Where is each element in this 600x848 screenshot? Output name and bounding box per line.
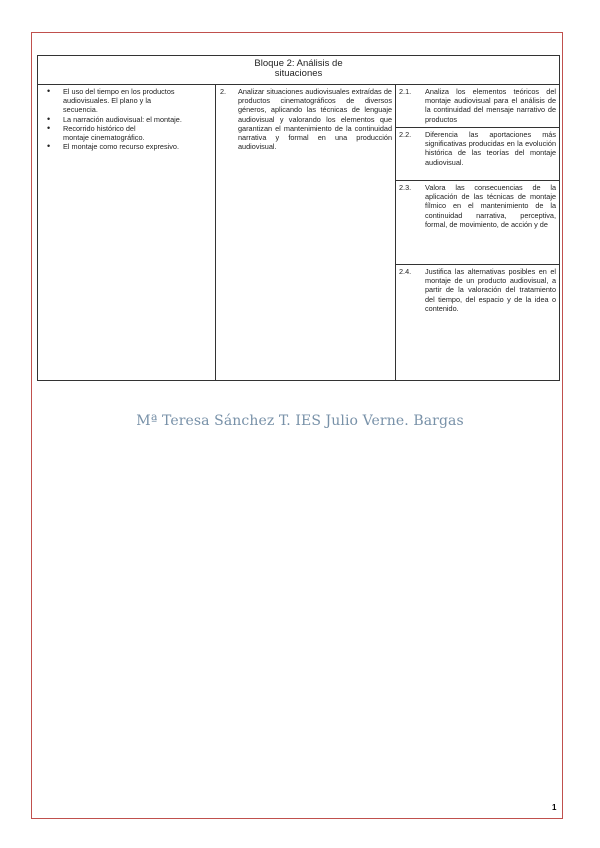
list-item: • El uso del tiempo en los productos audiovisuales. El plano y la secuencia. xyxy=(63,87,175,115)
block-title-line1: Bloque 2: Análisis de xyxy=(254,58,343,69)
standard-number: 2.3. xyxy=(399,183,412,192)
standard-number: 2.2. xyxy=(399,130,412,139)
criterion-text: Analizar situaciones audiovisuales extraídas de productos cinematográficos de diversos géneros, aplicando las técnicas de lenguaje audiovisual y valorando los elementos que garantizan el mantenimiento de la continuidad narrativa y formal en una producción audiovisual. xyxy=(238,87,392,152)
author-credit: Mª Teresa Sánchez T. IES Julio Verne. Bargas xyxy=(136,413,464,429)
table-header-row xyxy=(38,56,560,85)
block-title xyxy=(38,56,560,85)
curriculum-table xyxy=(37,55,560,381)
list-item: • La narración audiovisual: el montaje. xyxy=(63,115,212,124)
standard-text: Analiza los elementos teóricos del montaje audiovisual para el análisis de la continuidad del mensaje narrativo de productos xyxy=(425,87,557,124)
table-row xyxy=(38,85,560,128)
standard-text: Diferencia las aportaciones más significativas producidas en la evolución histórica de las teorías del montaje audiovisual. xyxy=(425,130,557,167)
contents-list xyxy=(41,87,212,151)
page-number: 1 xyxy=(552,803,557,812)
standard-text: Valora las consecuencias de la aplicación de las técnicas de montaje fílmico en el mantenimiento de la continuidad narrativa, perceptiva, formal, de movimiento, de acción y de xyxy=(425,183,557,229)
standard-cell-2 xyxy=(396,128,560,181)
standard-cell-1 xyxy=(396,85,560,128)
list-item: • Recorrido histórico del montaje cinematográfico. xyxy=(63,124,153,142)
standard-text: Justifica las alternativas posibles en el montaje de un producto audiovisual, a partir de la valoración del tratamiento del tiempo, del espacio y de la idea o contenido. xyxy=(425,267,557,313)
criterion-cell xyxy=(216,85,396,381)
standard-number: 2.1. xyxy=(399,87,412,96)
contents-cell xyxy=(38,85,216,381)
list-item: • El montaje como recurso expresivo. xyxy=(63,142,212,151)
standard-number: 2.4. xyxy=(399,267,412,276)
standard-cell-4 xyxy=(396,265,560,381)
block-title-line2: situaciones xyxy=(274,68,323,79)
criterion-number: 2. xyxy=(220,87,227,96)
standard-cell-3 xyxy=(396,181,560,265)
